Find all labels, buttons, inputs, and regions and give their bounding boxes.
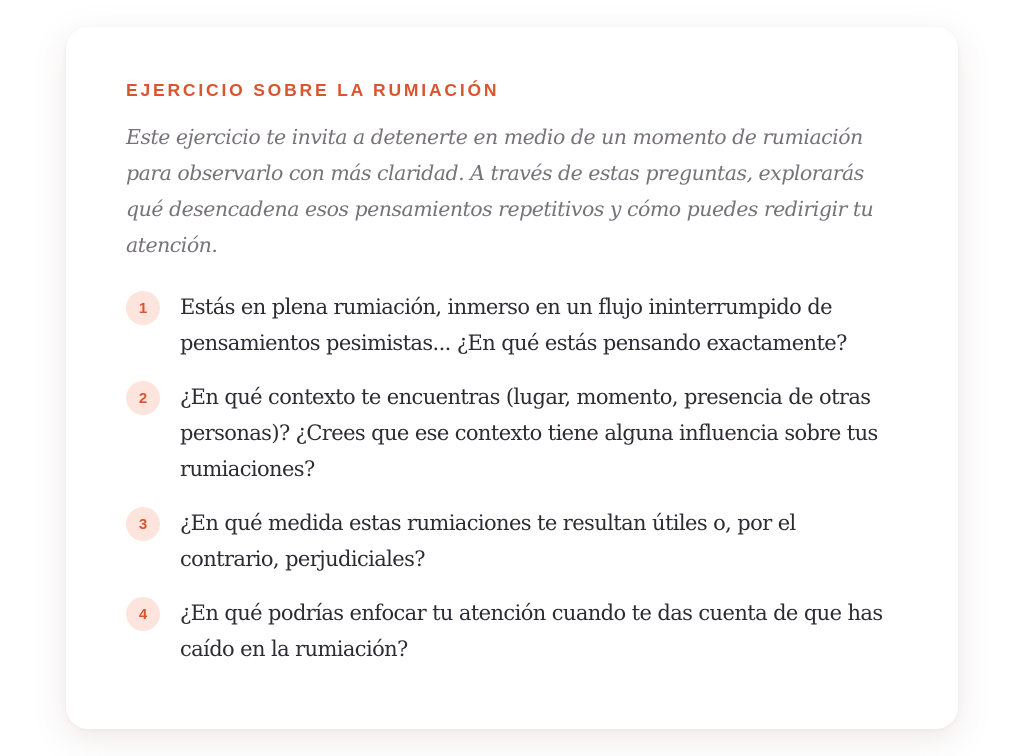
question-text: Estás en plena rumiación, inmerso en un flujo ininterrumpido de pensamientos pesimistas... ¿En qué estás pensando exactamente? — [180, 295, 847, 355]
question-text: ¿En qué podrías enfocar tu atención cuando te das cuenta de que has caído en la rumiación? — [180, 601, 883, 661]
question-text: ¿En qué contexto te encuentras (lugar, momento, presencia de otras personas)? ¿Crees que ese contexto tiene alguna influencia sobre tus rumiaciones? — [180, 385, 878, 481]
question-number-badge: 1 — [126, 291, 160, 325]
exercise-intro: Este ejercicio te invita a detenerte en medio de un momento de rumiación para observarlo con más claridad. A través de estas preguntas, explorarás qué desencadena esos pensamientos repetitivos y cómo puedes redirigir tu atención. — [126, 125, 874, 257]
question-number-badge: 3 — [126, 507, 160, 541]
question-item-1 — [126, 291, 898, 361]
question-item-3 — [126, 507, 898, 577]
question-text: ¿En qué medida estas rumiaciones te resultan útiles o, por el contrario, perjudiciales? — [180, 511, 796, 571]
question-list — [126, 291, 898, 667]
exercise-card — [66, 27, 958, 729]
question-item-2 — [126, 381, 898, 487]
question-number-badge: 2 — [126, 381, 160, 415]
question-number-badge: 4 — [126, 597, 160, 631]
question-item-4 — [126, 597, 898, 667]
exercise-title: EJERCICIO SOBRE LA RUMIACIÓN — [126, 80, 500, 100]
